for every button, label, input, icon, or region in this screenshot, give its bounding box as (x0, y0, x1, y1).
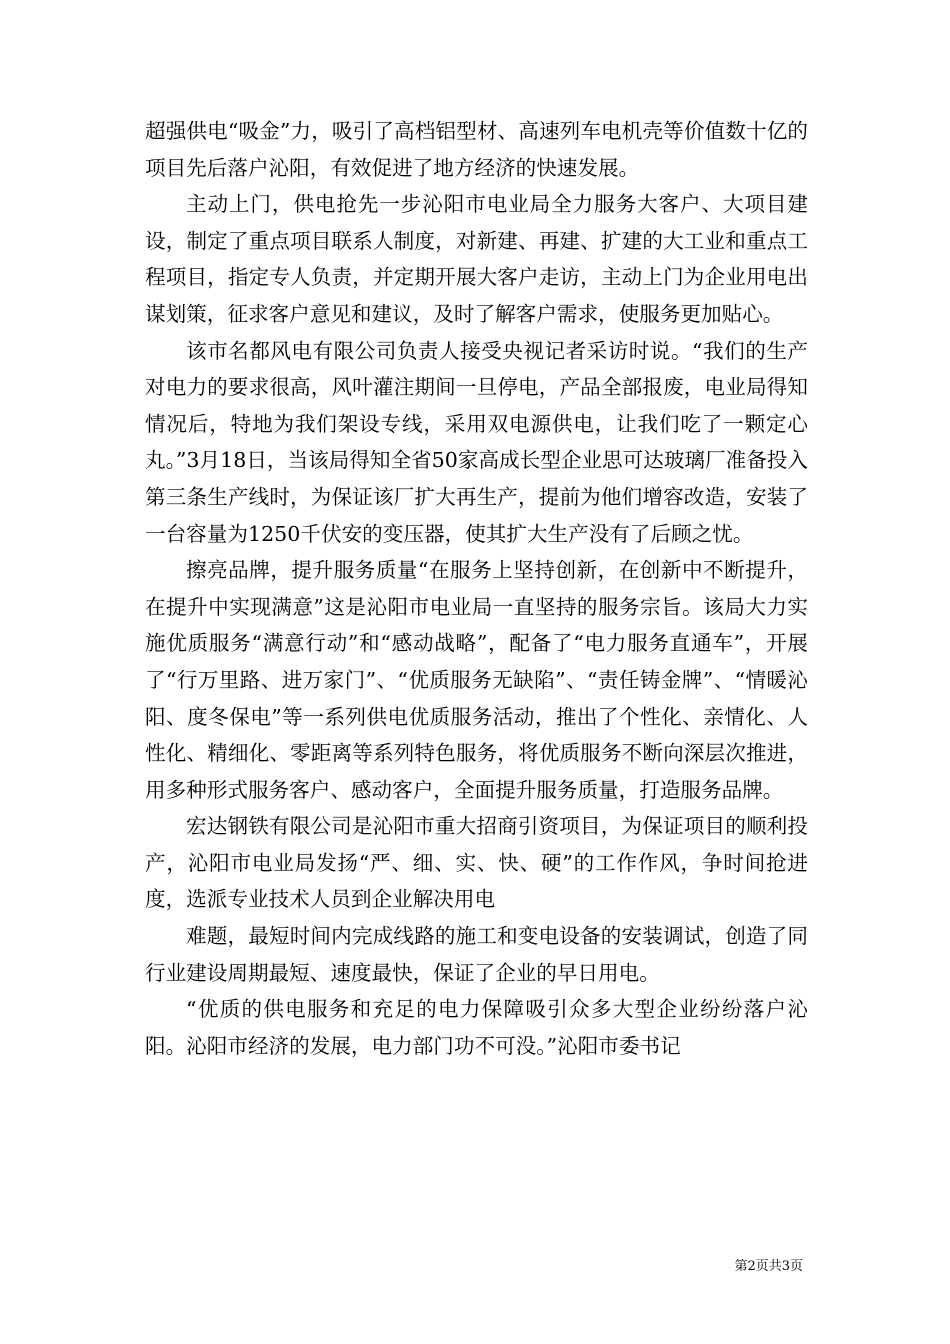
paragraph-2: 主动上门，供电抢先一步沁阳市电业局全力服务大客户、大项目建设，制定了重点项目联系人制度，对新建、再建、扩建的大工业和重点工程项目，指定专人负责，并定期开展大客户走访，主动上门为企业用电出谋划策，征求客户意见和建议，及时了解客户需求，使服务更加贴心。 (145, 192, 808, 326)
paragraph-3: 该市名都风电有限公司负责人接受央视记者采访时说。“我们的生产对电力的要求很高，风叶灌注期间一旦停电，产品全部报废，电业局得知情况后，特地为我们架设专线，采用双电源供电，让我们吃了一颗定心丸。”3月18日，当该局得知全省50家高成长型企业思可达玻璃厂准备投入第三条生产线时，为保证该厂扩大再生产，提前为他们增容改造，安装了一台容量为1250千伏安的变压器，使其扩大生产没有了后顾之忧。 (145, 338, 808, 546)
paragraph-4: 擦亮品牌，提升服务质量“在服务上坚持创新，在创新中不断提升，在提升中实现满意”这是沁阳市电业局一直坚持的服务宗旨。该局大力实施优质服务“满意行动”和“感动战略”，配备了“电力服务直通车”，开展了“行万里路、进万家门”、“优质服务无缺陷”、“责任铸金牌”、“情暖沁阳、度冬保电”等一系列供电优质服务活动，推出了个性化、亲情化、人性化、精细化、零距离等系列特色服务，将优质服务不断向深层次推进，用多种形式服务客户、感动客户，全面提升服务质量，打造服务品牌。 (145, 558, 808, 802)
body-text (145, 113, 808, 1064)
page-number-footer: 第2页共3页 (734, 1259, 803, 1274)
paragraph-5: 宏达钢铁有限公司是沁阳市重大招商引资项目，为保证项目的顺利投产，沁阳市电业局发扬“严、细、实、快、硬”的工作作风，争时间抢进度，选派专业技术人员到企业解决用电 (145, 814, 808, 912)
paragraph-7: “优质的供电服务和充足的电力保障吸引众多大型企业纷纷落户沁阳。沁阳市经济的发展，电力部门功不可没。”沁阳市委书记 (145, 997, 808, 1058)
paragraph-6: 难题，最短时间内完成线路的施工和变电设备的安装调试，创造了同行业建设周期最短、速度最快，保证了企业的早日用电。 (145, 924, 808, 985)
paragraph-1: 超强供电“吸金”力，吸引了高档铝型材、高速列车电机壳等价值数十亿的项目先后落户沁阳，有效促进了地方经济的快速发展。 (145, 119, 808, 180)
